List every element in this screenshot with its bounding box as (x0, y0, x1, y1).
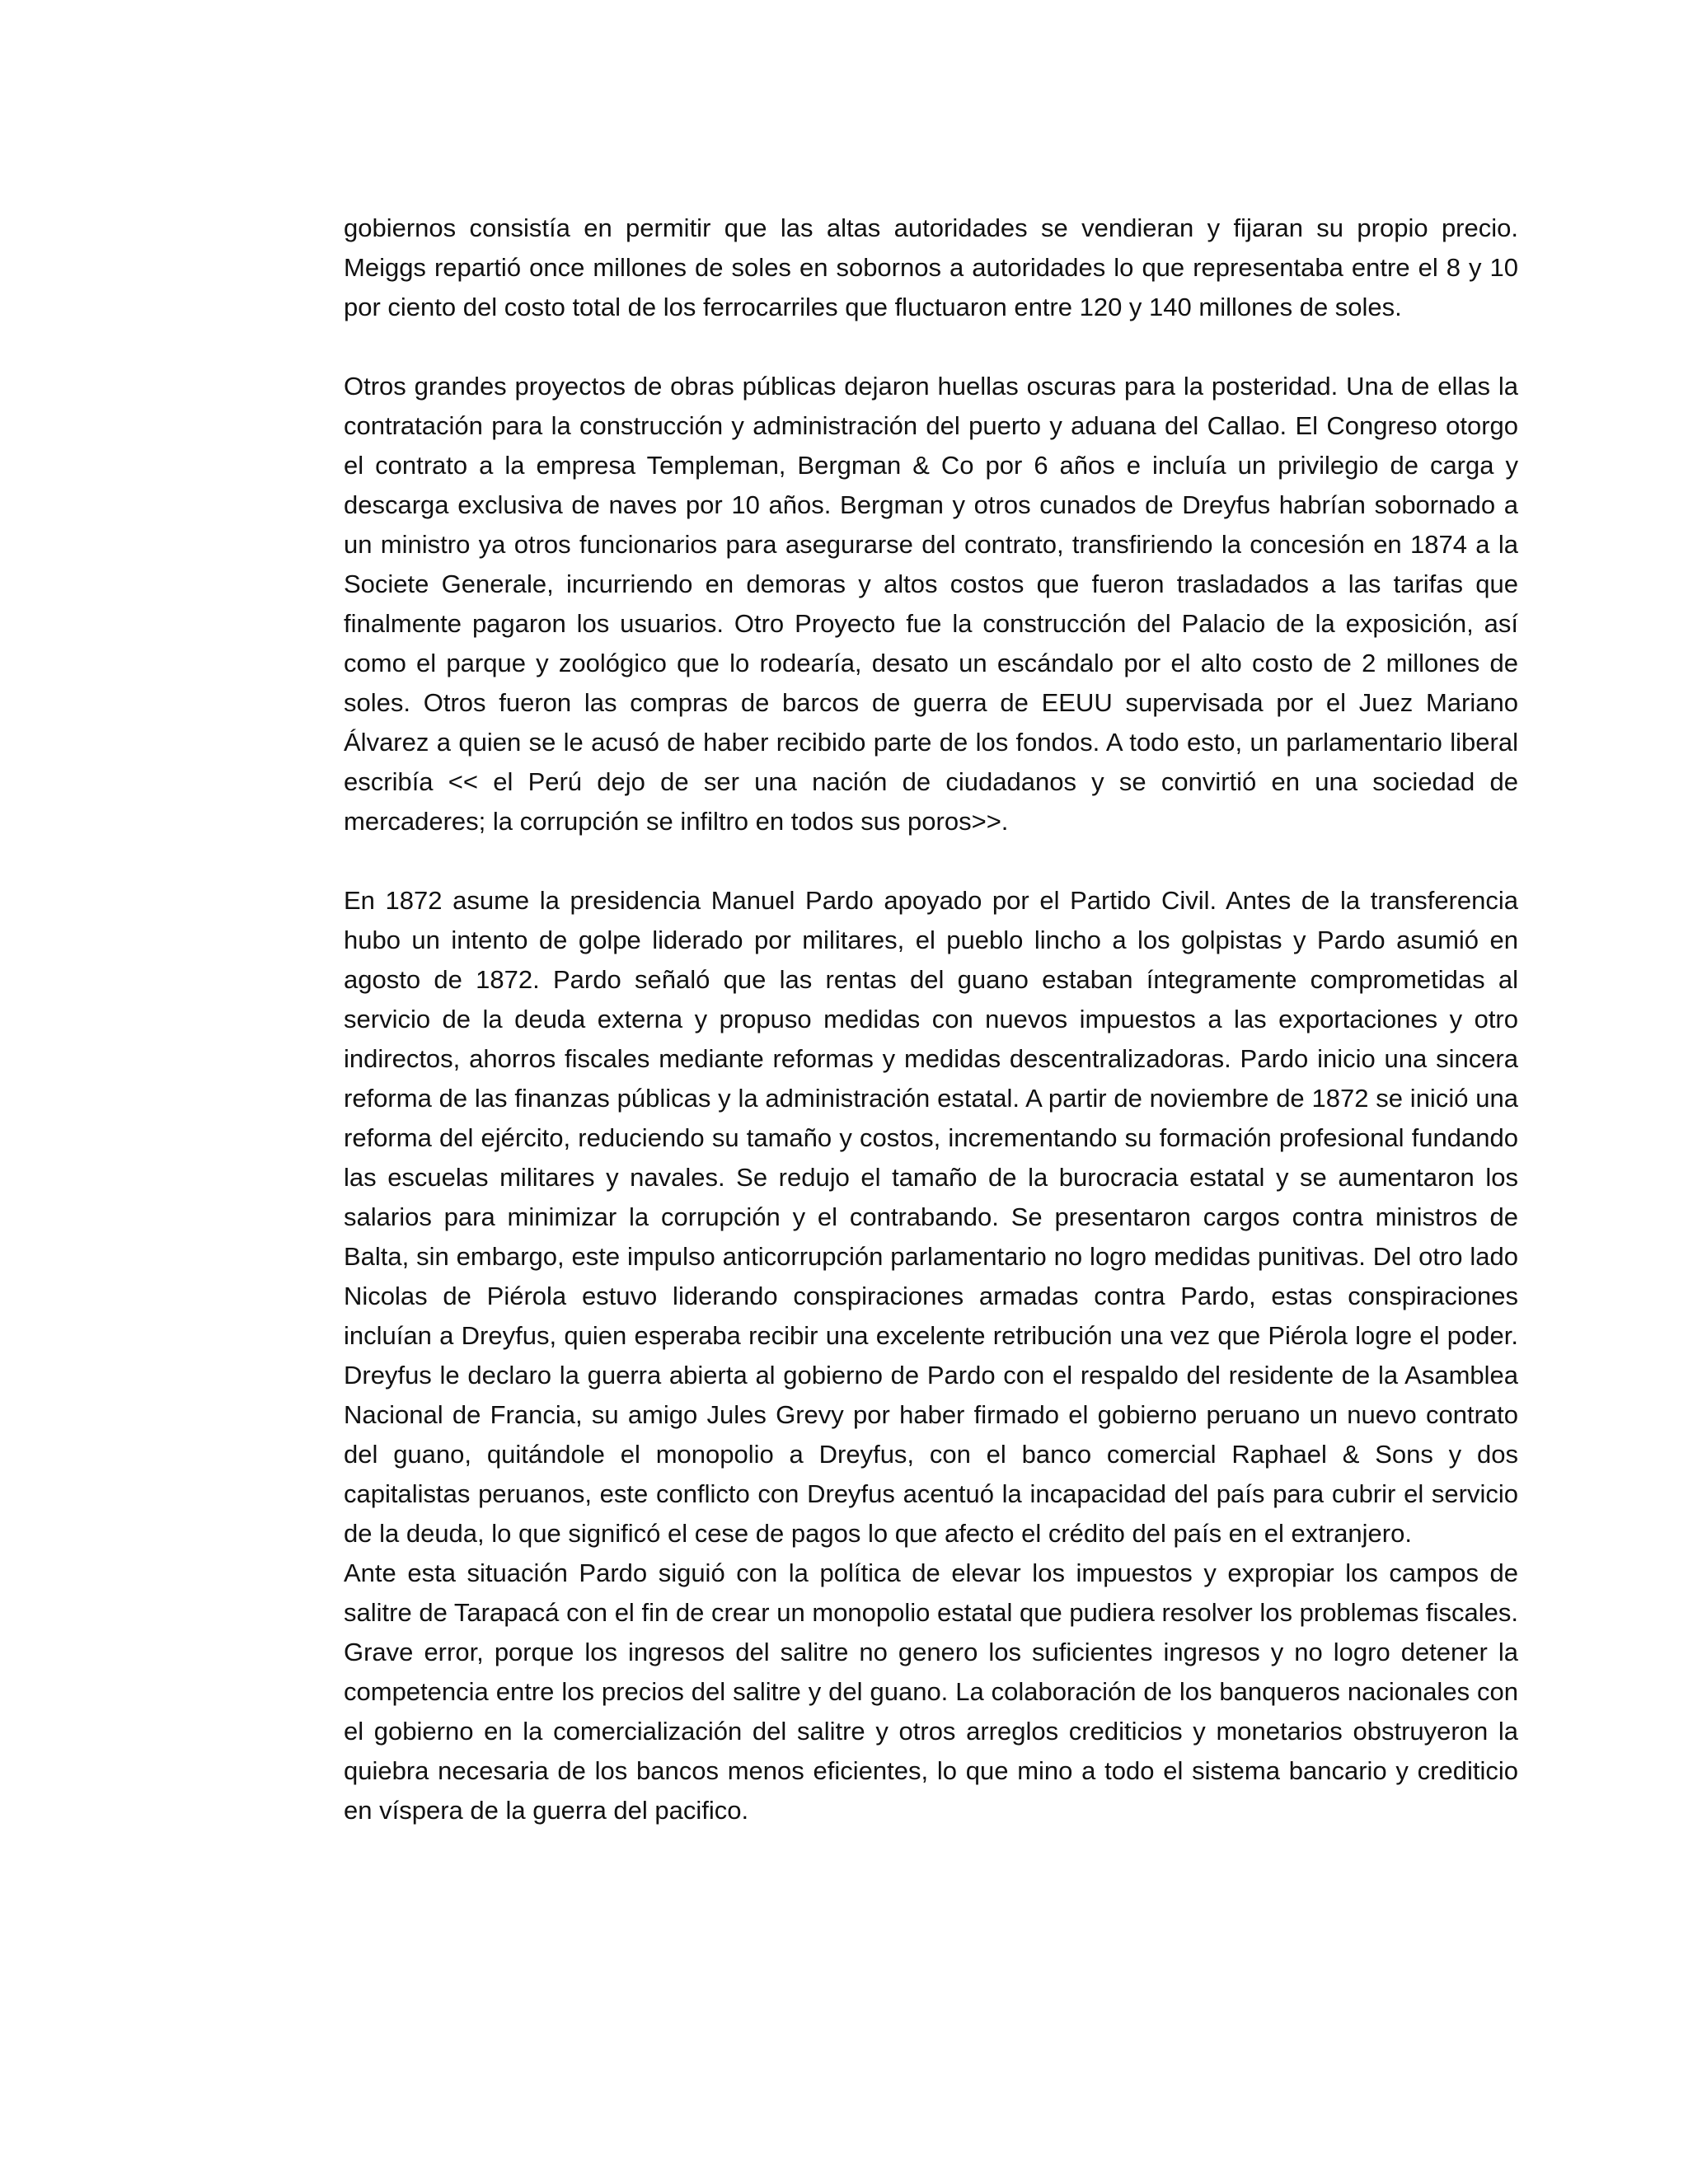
paragraph-1: gobiernos consistía en permitir que las altas autoridades se vendieran y fijaran su propio precio. Meiggs repartió once millones de soles en sobornos a autoridades lo que representaba entre el 8 y 10 por ciento del costo total de los ferrocarriles que fluctuaron entre 120 y 140 millones de soles. (344, 213, 1518, 321)
paragraph-3: En 1872 asume la presidencia Manuel Pardo apoyado por el Partido Civil. Antes de la transferencia hubo un intento de golpe liderado por militares, el pueblo lincho a los golpistas y Pardo asumió en agosto de 1872. Pardo señaló que las rentas del guano estaban íntegramente comprometidas al servicio de la deuda externa y propuso medidas con nuevos impuestos a las exportaciones y otro indirectos, ahorros fiscales mediante reformas y medidas descentralizadoras. Pardo inicio una sincera reforma de las finanzas públicas y la administración estatal. A partir de noviembre de 1872 se inició una reforma del ejército, reduciendo su tamaño y costos, incrementando su formación profesional fundando las escuelas militares y navales. Se redujo el tamaño de la burocracia estatal y se aumentaron los salarios para minimizar la corrupción y el contrabando. Se presentaron cargos contra ministros de Balta, sin embargo, este impulso anticorrupción parlamentario no logro medidas punitivas. Del otro lado Nicolas de Piérola estuvo liderando conspiraciones armadas contra Pardo, estas conspiraciones incluían a Dreyfus, quien esperaba recibir una excelente retribución una vez que Piérola logre el poder. Dreyfus le declaro la guerra abierta al gobierno de Pardo con el respaldo del residente de la Asamblea Nacional de Francia, su amigo Jules Grevy por haber firmado el gobierno peruano un nuevo contrato del guano, quitándole el monopolio a Dreyfus, con el banco comercial Raphael & Sons y dos capitalistas peruanos, este conflicto con Dreyfus acentuó la incapacidad del país para cubrir el servicio de la deuda, lo que significó el cese de pagos lo que afecto el crédito del país en el extranjero. (344, 886, 1518, 1548)
paragraph-spacer (344, 841, 1518, 881)
paragraph-spacer (344, 327, 1518, 367)
paragraph-2: Otros grandes proyectos de obras públicas dejaron huellas oscuras para la posteridad. Una de ellas la contratación para la construcción y administración del puerto y aduana del Callao. El Congreso otorgo el contrato a la empresa Templeman, Bergman & Co por 6 años e incluía un privilegio de carga y descarga exclusiva de naves por 10 años. Bergman y otros cunados de Dreyfus habrían sobornado a un ministro ya otros funcionarios para asegurarse del contrato, transfiriendo la concesión en 1874 a la Societe Generale, incurriendo en demoras y altos costos que fueron trasladados a las tarifas que finalmente pagaron los usuarios. Otro Proyecto fue la construcción del Palacio de la exposición, así como el parque y zoológico que lo rodearía, desato un escándalo por el alto costo de 2 millones de soles. Otros fueron las compras de barcos de guerra de EEUU supervisada por el Juez Mariano Álvarez a quien se le acusó de haber recibido parte de los fondos. A todo esto, un parlamentario liberal escribía << el Perú dejo de ser una nación de ciudadanos y se convirtió en una sociedad de mercaderes; la corrupción se infiltro en todos sus poros>>. (344, 372, 1518, 836)
document-body (344, 209, 1518, 1830)
paragraph-4: Ante esta situación Pardo siguió con la política de elevar los impuestos y expropiar los campos de salitre de Tarapacá con el fin de crear un monopolio estatal que pudiera resolver los problemas fiscales. Grave error, porque los ingresos del salitre no genero los suficientes ingresos y no logro detener la competencia entre los precios del salitre y del guano. La colaboración de los banqueros nacionales con el gobierno en la comercialización del salitre y otros arreglos crediticios y monetarios obstruyeron la quiebra necesaria de los bancos menos eficientes, lo que mino a todo el sistema bancario y crediticio en víspera de la guerra del pacifico. (344, 1558, 1518, 1825)
